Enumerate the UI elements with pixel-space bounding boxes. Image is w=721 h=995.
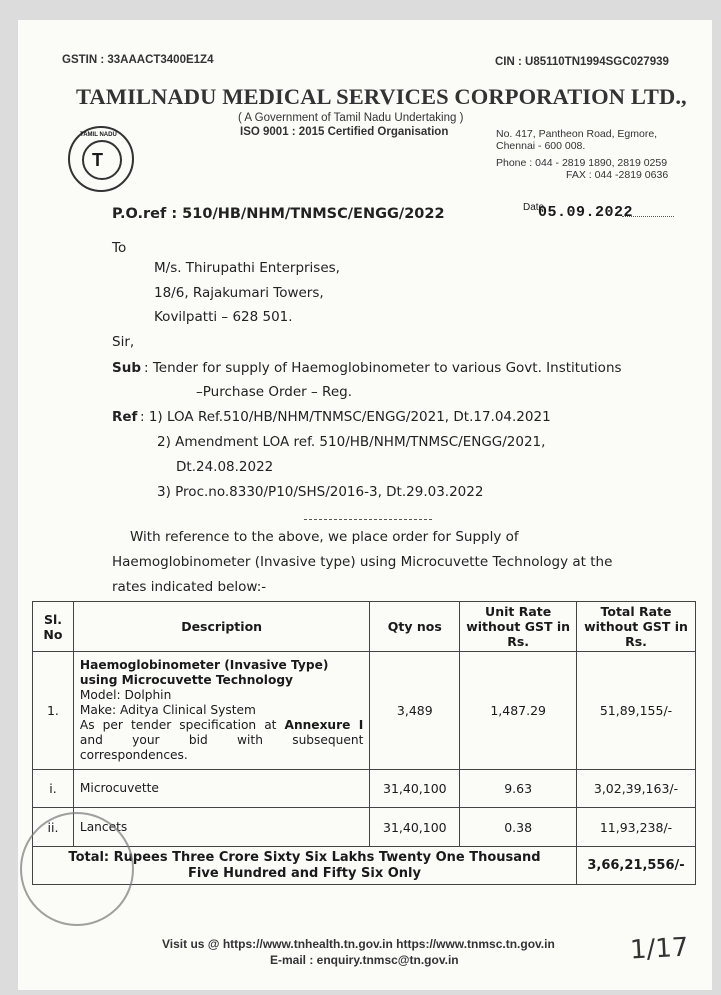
row-1-make: Make: Aditya Clinical System (79, 703, 256, 717)
row-1-spec: As per tender specification at (79, 718, 277, 732)
header-qty: Qty nos (370, 602, 460, 652)
row-1-spec-post: and your bid with subsequent correspondences. (79, 733, 364, 762)
separator-dashes (304, 519, 432, 520)
date-value: 05.09.2022 (538, 204, 634, 221)
row-2-sl: i. (33, 770, 74, 808)
cin: CIN : U85110TN1994SGC027939 (495, 56, 669, 68)
header-sl-no: Sl. No (33, 602, 74, 652)
po-reference: P.O.ref : 510/HB/NHM/TNMSC/ENGG/2022 (112, 206, 445, 222)
fax: FAX : 044 -2819 0636 (566, 169, 669, 181)
row-3-sl: ii. (33, 808, 74, 847)
ref-3: 3) Proc.no.8330/P10/SHS/2016-3, Dt.29.03.2022 (157, 484, 484, 500)
to-label: To (112, 240, 127, 256)
table-header-row (33, 602, 696, 652)
address-line-2: Chennai - 600 008. (496, 140, 586, 152)
row-1-annexure: Annexure I (284, 718, 364, 732)
header-description: Description (73, 602, 369, 652)
date-dotted-line (622, 216, 674, 217)
subject-label: Sub (112, 360, 141, 376)
row-1-model: Model: Dolphin (79, 688, 172, 702)
iso-certification: ISO 9001 : 2015 Certified Organisation (240, 126, 449, 138)
total-in-words: Total: Rupees Three Crore Sixty Six Lakhs Twenty One Thousand Five Hundred and Fifty Six Only (33, 847, 577, 885)
ref-label: Ref (112, 409, 138, 425)
phone: Phone : 044 - 2819 1890, 2819 0259 (496, 157, 668, 169)
para-line-3: rates indicated below:- (112, 579, 267, 595)
org-name: TAMILNADU MEDICAL SERVICES CORPORATION LTD., (76, 84, 687, 109)
address-line-1: No. 417, Pantheon Road, Egmore, (496, 128, 658, 140)
row-3-total-rate: 11,93,238/- (577, 808, 696, 847)
subject-line-1: : Tender for supply of Haemoglobinometer to various Govt. Institutions (144, 360, 622, 376)
row-3-unit-rate: 0.38 (460, 808, 577, 847)
row-2-unit-rate: 9.63 (460, 770, 577, 808)
ref-1: : 1) LOA Ref.510/HB/NHM/TNMSC/ENGG/2021, Dt.17.04.2021 (140, 409, 551, 425)
total-amount: 3,66,21,556/- (577, 847, 696, 885)
page-number-handwritten: 1/17 (629, 932, 690, 966)
row-1-unit-rate: 1,487.29 (460, 652, 577, 770)
row-1-sl: 1. (33, 652, 74, 770)
ref-2-line-1: 2) Amendment LOA ref. 510/HB/NHM/TNMSC/ENGG/2021, (157, 434, 546, 450)
tnmsc-logo: TAMIL NADU T (68, 126, 134, 192)
table-row (33, 652, 696, 770)
header-unit-rate: Unit Rate without GST in Rs. (460, 602, 577, 652)
addressee-line-1: 18/6, Rajakumari Towers, (154, 285, 324, 301)
para-line-1: With reference to the above, we place order for Supply of (130, 529, 519, 545)
addressee-line-2: Kovilpatti – 628 501. (154, 309, 293, 325)
footer-email: E-mail : enquiry.tnmsc@tn.gov.in (270, 953, 459, 967)
order-table (32, 601, 696, 885)
corporation-seal (20, 812, 134, 926)
addressee-name: M/s. Thirupathi Enterprises, (154, 260, 340, 276)
row-1-qty: 3,489 (370, 652, 460, 770)
table-row (33, 770, 696, 808)
row-3-description: Lancets (73, 808, 369, 847)
row-3-qty: 31,40,100 (370, 808, 460, 847)
row-1-description (73, 652, 369, 770)
para-line-2: Haemoglobinometer (Invasive type) using Microcuvette Technology at the (112, 554, 613, 570)
salutation: Sir, (112, 334, 135, 350)
row-1-title: Haemoglobinometer (Invasive Type) using Microcuvette Technology (79, 658, 329, 687)
row-1-total-rate: 51,89,155/- (577, 652, 696, 770)
header-total-rate: Total Rate without GST in Rs. (577, 602, 696, 652)
subject-line-2: –Purchase Order – Reg. (196, 384, 352, 400)
gstin: GSTIN : 33AAACT3400E1Z4 (62, 54, 214, 66)
table-row (33, 808, 696, 847)
row-2-description: Microcuvette (73, 770, 369, 808)
row-2-qty: 31,40,100 (370, 770, 460, 808)
org-subtitle: ( A Government of Tamil Nadu Undertaking ) (238, 112, 464, 124)
date-label: Date (523, 202, 545, 213)
ref-2-line-2: Dt.24.08.2022 (176, 459, 274, 475)
footer-websites: Visit us @ https://www.tnhealth.tn.gov.in https://www.tnmsc.tn.gov.in (162, 937, 555, 951)
row-2-total-rate: 3,02,39,163/- (577, 770, 696, 808)
